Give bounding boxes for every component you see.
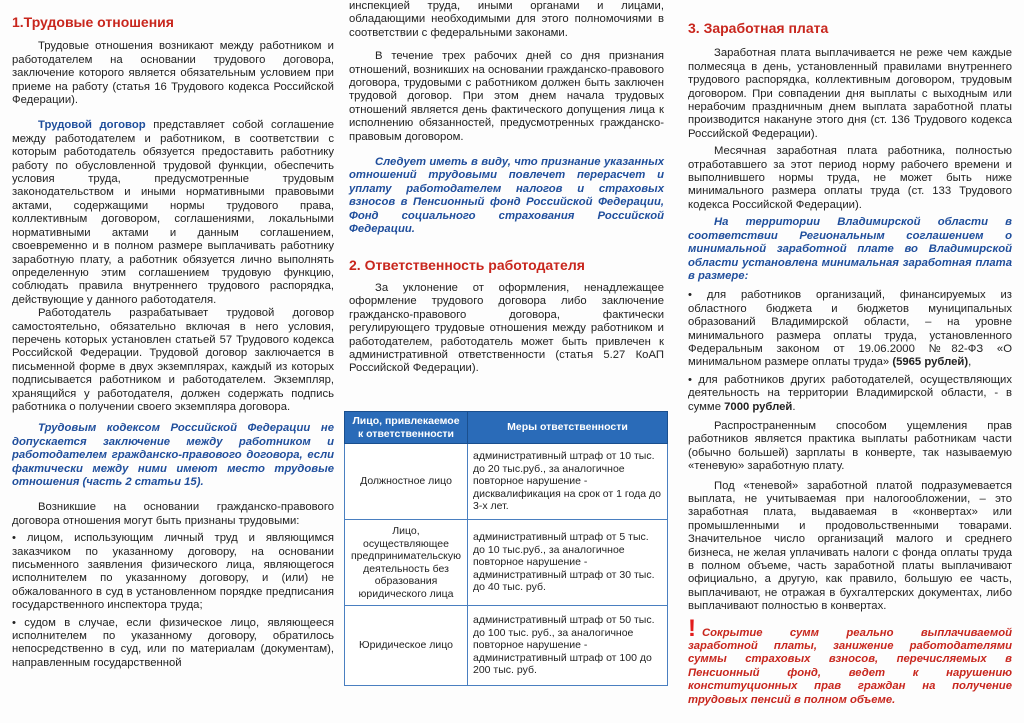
table-header-row: [345, 412, 668, 444]
bullet-text: • для работников других работодателей, осуществляющих деятельность на территории Владимирской области, - в сумме: [688, 373, 1012, 413]
table-row: [345, 520, 668, 606]
responsibility-table: [344, 411, 668, 686]
paragraph: Возникшие на основании гражданско-правового договора отношения могут быть признаны трудовыми:: [12, 501, 334, 527]
table-cell-measure: административный штраф от 5 тыс. до 10 тыс.руб., за аналогичное повторное нарушение - административный штраф от 30 тыс. до 40 тыс. руб.: [468, 520, 668, 606]
table-cell-person: Должностное лицо: [345, 444, 468, 520]
column-labor-relations: [12, 0, 334, 670]
section-heading-labor-relations: 1.Трудовые отношения: [12, 14, 174, 30]
column-responsibility: [349, 0, 664, 376]
table-cell-measure: административный штраф от 50 тыс. до 100 тыс. руб., за аналогичное повторное нарушение - административный штраф от 100 до 200 тыс. руб.: [468, 606, 668, 686]
bullet-item: • лицом, использующим личный труд и являющимся заказчиком по указанному договору, на основании письменного заявления физического лица, являющегося исполнителем по указанному договору, и (или) не обжалованного в суд в установленном порядке предписания государственного инспектора труда;: [12, 532, 334, 612]
paragraph: Месячная заработная плата работника, полностью отработавшего за этот период норму рабочего времени и выполнившего нормы труда, не может быть ниже минимального размера оплаты труда (ст. 133 Трудового кодекса Российской Федерации).: [688, 145, 1012, 211]
bullet-item: • судом в случае, если физическое лицо, являющееся исполнителем по указанному договору, обратилось непосредственно в суд, или по материалам (документам), направленным государственной: [12, 616, 334, 669]
paragraph: Трудовые отношения возникают между работником и работодателем на основании трудового договора, заключение которого является обязательным условием при приеме на работу (статья 16 Трудового кодекса Российской Федерации).: [12, 40, 334, 107]
paragraph: Под «теневой» заработной платой подразумевается выплата, не учитываемая при налогообложении, – это заработная плата, выдаваемая в «конвертах» или промышленными и продовольственными товарами. Значительное число организаций малого и среднего бизнеса, не желая уплачивать налоги с фонда оплаты труда в полном объеме, часть заработной платы выплачивают официально, а другую, как правило, большую ее часть, выплачивают, не отражая в бухгалтерских документах, либо выплачивают полностью в конвертах.: [688, 479, 1012, 613]
highlight-note: Следует иметь в виду, что признание указанных отношений трудовыми повлечет перерасчет и уплату работодателем налогов и страховых взносов в Пенсионный фонд Российской Федерации, Фонд социального страхования Российской Федерации.: [349, 156, 664, 236]
wage-amount: 7000 рублей: [724, 400, 793, 413]
table-cell-person: Юридическое лицо: [345, 606, 468, 686]
paragraph: Работодатель разрабатывает трудовой договор самостоятельно, обязательно включая в него условия, перечень которых установлен статьей 57 Трудового кодекса Российской Федерации. Трудовой договор заключается в письменной форме в двух экземплярах, каждый из которых подписывается работником и работодателем. Экземпляр, хранящийся у работодателя, должен содержать подпись работника о получении своего экземпляра договора.: [12, 307, 334, 413]
paragraph: За уклонение от оформления, ненадлежащее оформление трудового договора либо заключение гражданско-правового договора, фактически регулирующего трудовые отношения между работником и работодателем, работодатель может быть привлечен к административной ответственности (статья 5.27 КоАП Российской Федерации).: [349, 281, 664, 375]
table-cell-person: Лицо, осуществляющее предпринимательскую деятельность без образования юридического лица: [345, 520, 468, 606]
table-row: [345, 444, 668, 520]
term-employment-contract: Трудовой договор: [38, 119, 146, 132]
bullet-item: • для работников организаций, финансируемых из областного бюджета и бюджетов муниципальных образований Владимирской области, – на уровне минимального размера оплаты труда, установленного Федеральным законом от 19.06.2000 №82-ФЗ «О минимальном размере оплаты труда» (5965 рублей),: [688, 289, 1012, 369]
wage-amount: (5965 рублей): [892, 356, 969, 369]
highlight-note: На территории Владимирской области в соответствии Региональным соглашением о минимальной заработной плате во Владимирской области установлена минимальная заработная плата в размере:: [688, 216, 1012, 282]
paragraph: Заработная плата выплачивается не реже чем каждые полмесяца в день, установленный правилами внутреннего трудового распорядка, коллективным договором, трудовым договором. При совпадении дня выплаты с выходным или нерабочим праздничным днем выплата заработной платы производится накануне этого дня (ст. 136 Трудового кодекса Российской Федерации).: [688, 47, 1012, 140]
highlight-note: Трудовым кодексом Российской Федерации не допускается заключение между работником и работодателем гражданско-правового договора, если фактически между ними имеют место трудовые отношения (часть 2 статьи 15).: [12, 422, 334, 488]
paragraph-text: представляет собой соглашение между работодателем и работником, в соответствии с которым работодатель обязуется предоставить работнику работу по обусловленной трудовой функции, обеспечить условия труда, предусмотренные трудовым законодательством и иными нормативными правовыми актами, содержащими нормы трудового права, коллективным договором, соглашениями, локальными нормативными актами и данным соглашением, своевременно и в полном размере выплачивать работнику заработную плату, а работник обязуется лично выполнять определенную этим соглашением трудовую функцию, соблюдать правила внутреннего трудового распорядка, действующие у данного работодателя.: [12, 119, 334, 306]
column-wages: [688, 0, 1012, 707]
section-heading-wages: 3. Заработная плата: [688, 20, 829, 36]
paragraph: Распространенным способом ущемления прав работников является практика выплаты работникам части (обычно большей) зарплаты в конверте, так называемую «теневую» заработную плату.: [688, 419, 1012, 473]
paragraph: В течение трех рабочих дней со дня признания отношений, возникших на основании гражданско-правового договора, трудовыми с работником должен быть заключен трудовой договор. При этом днем начала трудовых отношений является день фактического допущения лица к исполнению обязанностей, предусмотренных гражданско-правовым договором.: [349, 50, 664, 143]
paragraph-employment-contract: [12, 119, 334, 307]
warning-text: Сокрытие сумм реально выплачиваемой заработной платы, занижение работодателями суммы страховых взносов, перечисляемых в Пенсионный фонд, ведет к нарушению конституционных прав граждан на получение трудовых пенсий в полном объеме.: [688, 626, 1012, 706]
bullet-text: • для работников организаций, финансируемых из областного бюджета и бюджетов муниципальных образований Владимирской области, – на уровне минимального размера оплаты труда, установленного Федеральным законом от 19.06.2000 №82-ФЗ «О минимальном размере оплаты труда»: [688, 289, 1012, 369]
table-header-measures: Меры ответственности: [468, 412, 668, 444]
table-row: [345, 606, 668, 686]
table-cell-measure: административный штраф от 10 тыс. до 20 тыс.руб., за аналогичное повторное нарушение - дисквалификация на срок от 1 года до 3-х лет.: [468, 444, 668, 520]
section-heading-responsibility: 2. Ответственность работодателя: [349, 256, 585, 273]
warning-note: [688, 614, 1012, 707]
exclamation-icon: !: [688, 614, 696, 642]
table-header-person: Лицо, привлекаемое к ответственности: [345, 412, 468, 444]
bullet-item: • для работников других работодателей, осуществляющих деятельность на территории Владимирской области, - в сумме 7000 рублей.: [688, 373, 1012, 413]
paragraph: инспекцией труда, иными органами и лицами, обладающими необходимыми для этого полномочиями в соответствии с федеральными законами.: [349, 0, 664, 39]
